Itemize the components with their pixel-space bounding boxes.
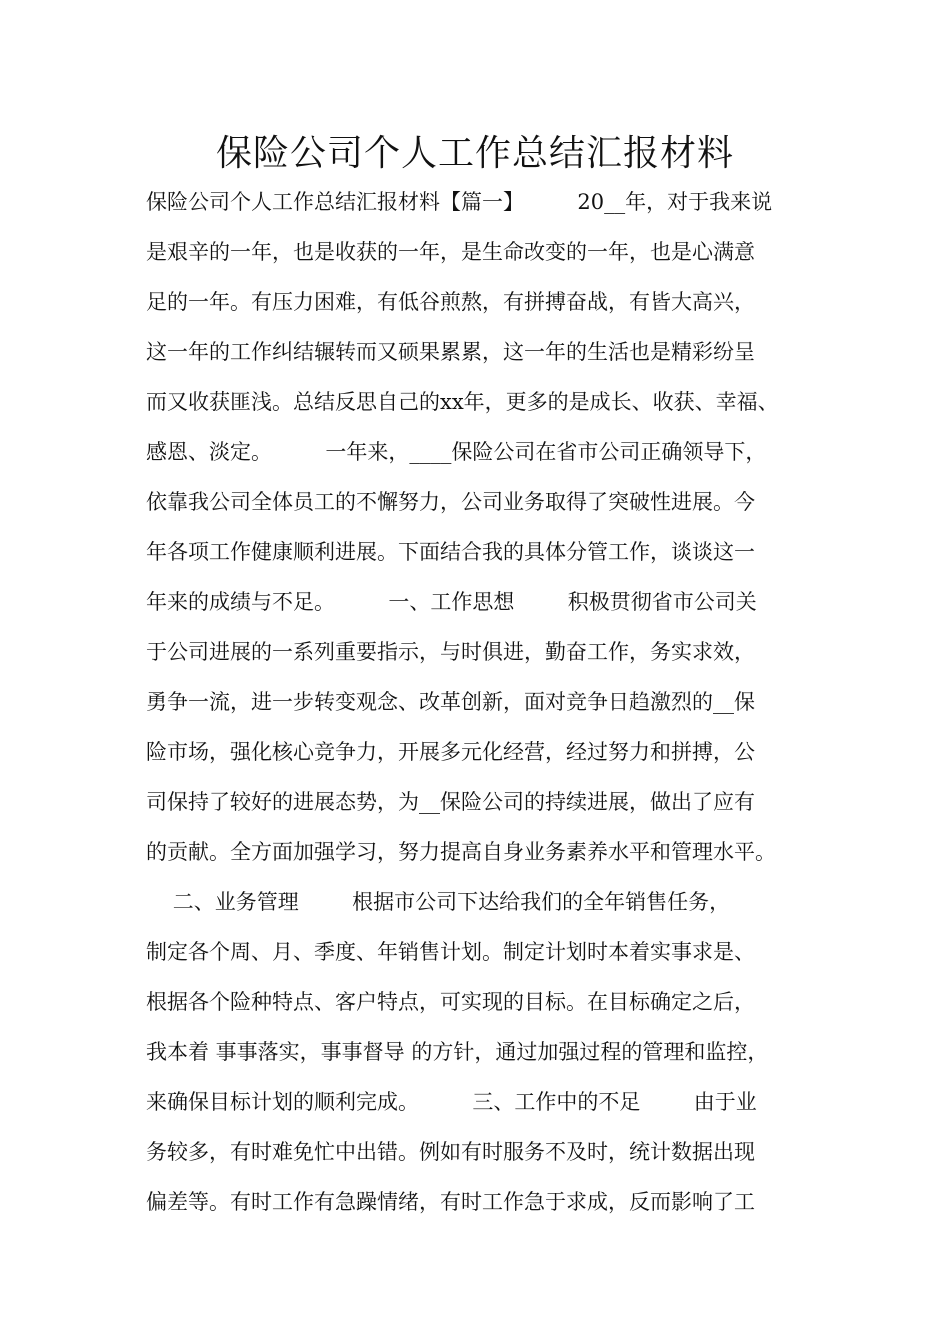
body-line: 来确保目标计划的顺利完成。 三、工作中的不足 由于业 xyxy=(146,1090,757,1114)
body-line: 司保持了较好的进展态势，为__保险公司的持续进展，做出了应有 xyxy=(146,790,755,814)
body-line: 而又收获匪浅。总结反思自己的xx年，更多的是成长、收获、幸福、 xyxy=(146,390,779,414)
body-line: 保险公司个人工作总结汇报材料【篇一】 20__年，对于我来说 xyxy=(146,190,773,214)
body-line: 险市场，强化核心竞争力，开展多元化经营，经过努力和拼搏，公 xyxy=(146,740,755,764)
body-line: 于公司进展的一系列重要指示，与时俱进，勤奋工作，务实求效， xyxy=(146,640,755,664)
body-line: 偏差等。有时工作有急躁情绪，有时工作急于求成，反而影响了工 xyxy=(146,1190,755,1214)
body-line: 我本着 事事落实，事事督导 的方针，通过加强过程的管理和监控， xyxy=(146,1040,769,1064)
body-line: 年来的成绩与不足。 一、工作思想 积极贯彻省市公司关 xyxy=(146,590,757,614)
body-line: 感恩、淡定。 一年来，____保险公司在省市公司正确领导下， xyxy=(146,440,767,464)
body-line: 制定各个周、月、季度、年销售计划。制定计划时本着实事求是、 xyxy=(146,940,755,964)
body-line: 的贡献。全方面加强学习，努力提高自身业务素养水平和管理水平。 xyxy=(146,840,776,864)
body-line: 年各项工作健康顺利进展。下面结合我的具体分管工作，谈谈这一 xyxy=(146,540,755,564)
body-line: 根据各个险种特点、客户特点，可实现的目标。在目标确定之后， xyxy=(146,990,755,1014)
body-line: 依靠我公司全体员工的不懈努力，公司业务取得了突破性进展。今 xyxy=(146,490,755,514)
body-line: 足的一年。有压力困难，有低谷煎熬，有拼搏奋战，有皆大高兴， xyxy=(146,290,755,314)
document-title: 保险公司个人工作总结汇报材料 xyxy=(215,133,734,174)
body-line: 勇争一流，进一步转变观念、改革创新，面对竞争日趋激烈的__保 xyxy=(146,690,755,714)
body-line: 是艰辛的一年，也是收获的一年，是生命改变的一年，也是心满意 xyxy=(146,240,755,264)
body-line: 二、业务管理 根据市公司下达给我们的全年销售任务， xyxy=(146,890,731,914)
body-line: 这一年的工作纠结辗转而又硕果累累，这一年的生活也是精彩纷呈 xyxy=(146,340,755,364)
body-line: 务较多，有时难免忙中出错。例如有时服务不及时，统计数据出现 xyxy=(146,1140,755,1164)
